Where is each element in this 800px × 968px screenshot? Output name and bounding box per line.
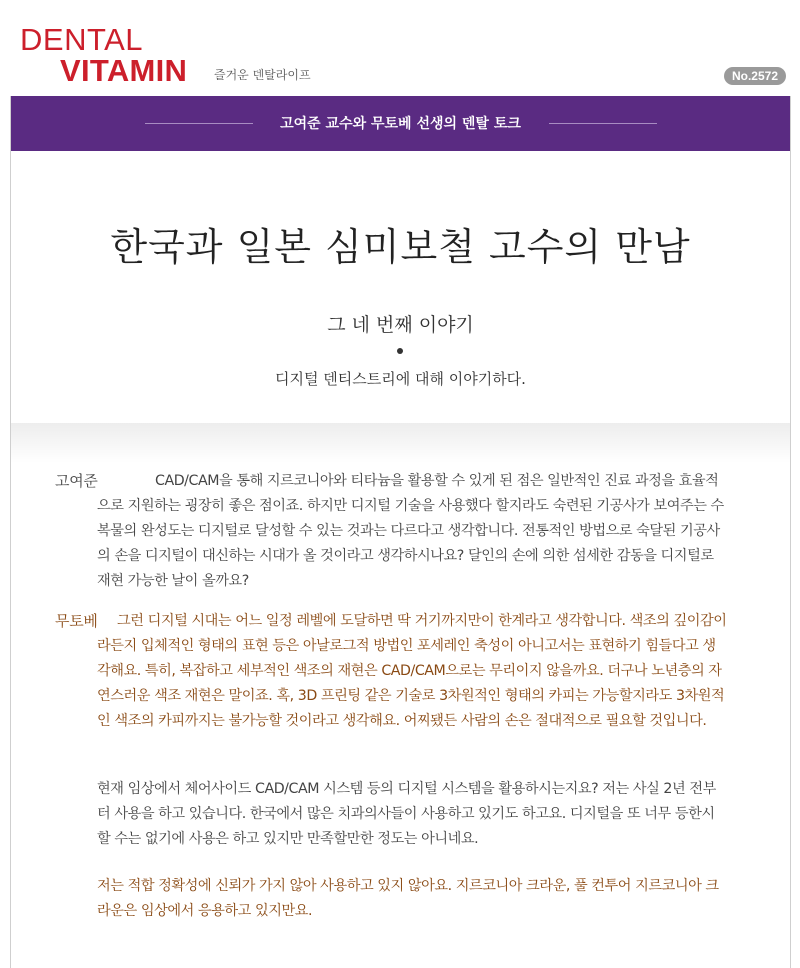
logo-line1: DENTAL: [20, 22, 144, 57]
logo-line2: VITAMIN: [60, 53, 188, 88]
page-header: [0, 0, 800, 96]
section-shadow: [11, 423, 790, 463]
speaker-label: 무토베: [55, 612, 98, 630]
banner-divider-right: [549, 123, 657, 124]
article-title: 한국과 일본 심미보철 고수의 만남: [110, 225, 691, 269]
dialogue-paragraph: 그런 디지털 시대는 어느 일정 레벨에 도달하면 딱 거기까지만이 한계라고 생각합니다. 색조의 깊이감이라든지 입체적인 형태의 표현 등은 아날로그적 방법인 포세레인 축성이 아니고서는 표현하기 힘들다고 생각해요. 특히, 복잡하고 세부적인 색조의 재현은 CAD/CAM으로는 무리이지 않을까요. 더구나 노년층의 자연스러운 색조 재현은 말이죠. 혹, 3D 프린팅 같은 기술로 3차원적인 형태의 카피는 가능할지라도 3차원적인 색조의 카피까지는 불가능할 것이라고 생각해요. 어찌됐든 사람의 손은 절대적으로 필요할 것입니다.: [97, 613, 727, 729]
dialogue-paragraph: CAD/CAM을 통해 지르코니아와 티타늄을 활용할 수 있게 된 점은 일반적인 진료 과정을 효율적으로 지원하는 굉장히 좋은 점이죠. 하지만 디지털 기술을 사용했다 할지라도 숙련된 기공사가 보여주는 수복물의 완성도는 디지털로 달성할 수 있는 것과는 다르다고 생각합니다. 전통적인 방법으로 숙달된 기공사의 손을 디지털이 대신하는 시대가 올 것이라고 생각하시나요? 달인의 손에 의한 섬세한 감동을 디지털로 재현 가능한 날이 올까요?: [97, 473, 724, 589]
dental-vitamin-logo[interactable]: [20, 24, 187, 86]
bullet-dot: [397, 348, 403, 354]
banner-title: 고여준 교수와 무토베 선생의 덴탈 토크: [280, 116, 521, 132]
tagline: 즐거운 덴탈라이프: [214, 68, 311, 82]
dialogue-paragraph: 저는 적합 정확성에 신뢰가 가지 않아 사용하고 있지 않아요. 지르코니아 크라운, 풀 컨투어 지르코니아 크라운은 임상에서 응용하고 있지만요.: [97, 878, 719, 919]
article-description: 디지털 덴티스트리에 대해 이야기하다.: [275, 370, 526, 388]
article-subtitle: 그 네 번째 이야기: [327, 314, 474, 336]
article-frame: [10, 96, 791, 968]
speaker-label: 고여준: [55, 472, 98, 490]
issue-badge: No.2572: [724, 67, 786, 85]
series-banner: [11, 96, 790, 151]
dialogue-paragraph: 현재 임상에서 체어사이드 CAD/CAM 시스템 등의 디지털 시스템을 활용하시는지요? 저는 사실 2년 전부터 사용을 하고 있습니다. 한국에서 많은 치과의사들이 사용하고 있기도 하고요. 디지털을 또 너무 등한시할 수는 없기에 사용은 하고 있지만 만족할만한 정도는 아니네요.: [97, 781, 716, 847]
